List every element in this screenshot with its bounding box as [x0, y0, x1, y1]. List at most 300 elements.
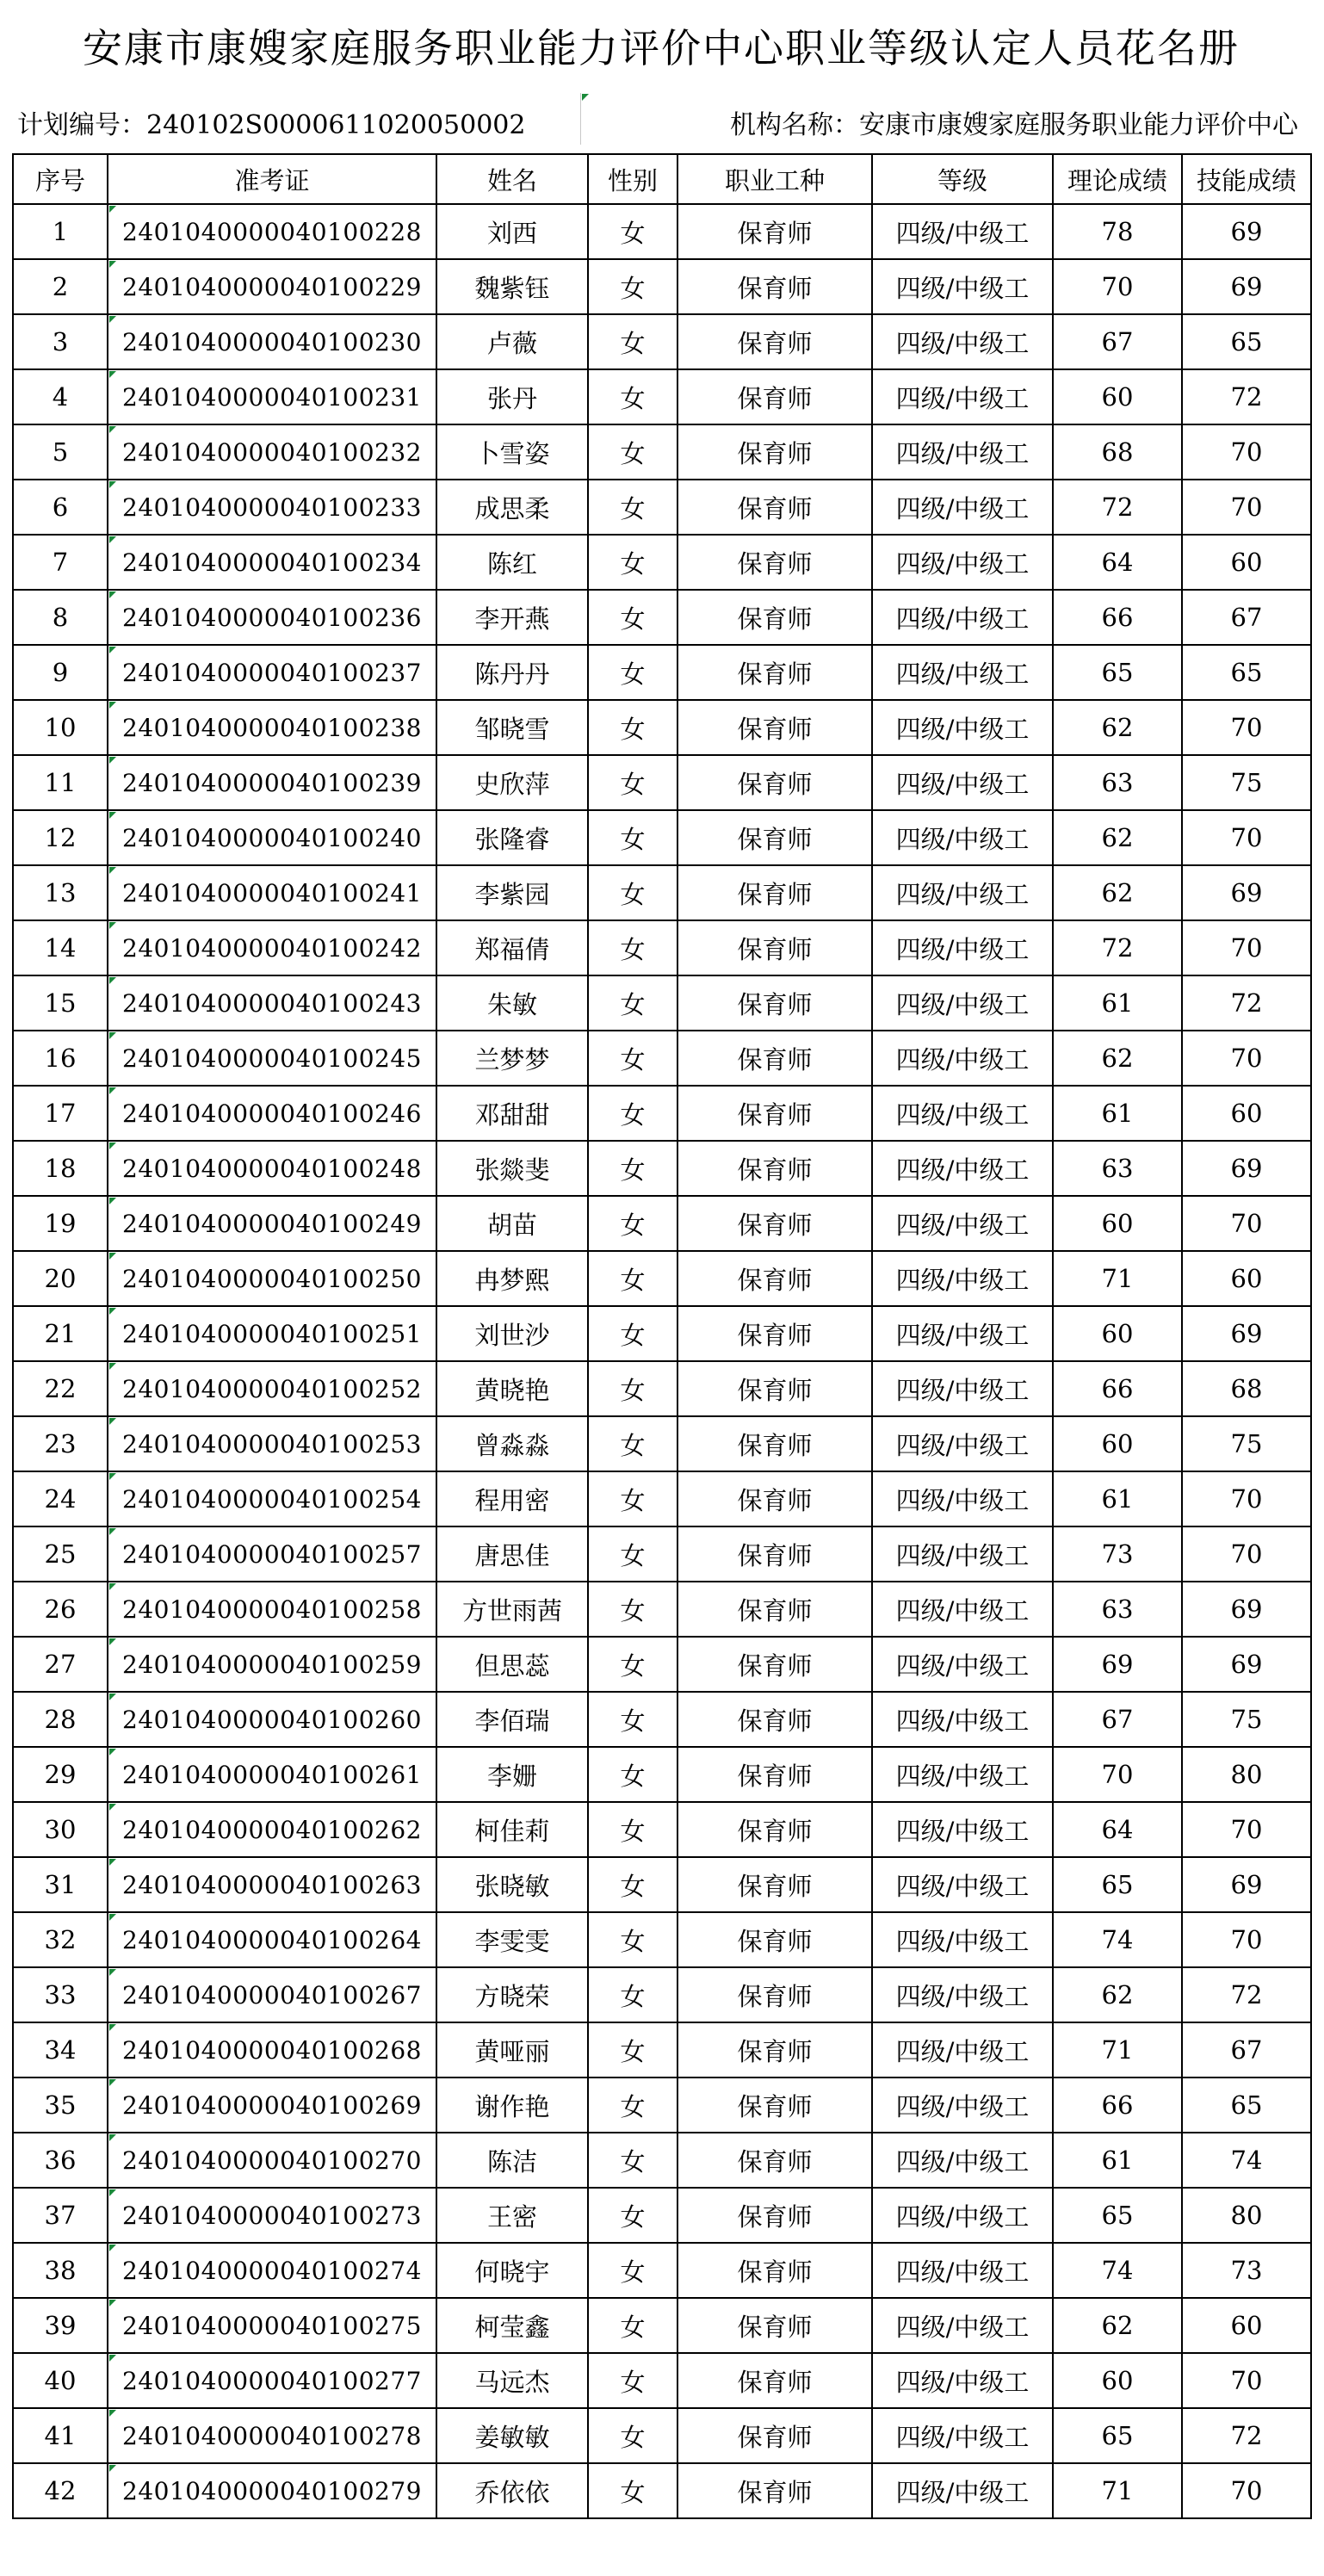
cell-gender: 女: [588, 1086, 677, 1141]
cell-name: 乔依依: [436, 2463, 588, 2518]
table-row: [13, 1251, 1311, 1306]
cell-index: 10: [13, 700, 108, 755]
cell-level: 四级/中级工: [872, 1306, 1053, 1361]
cell-skill-score: 73: [1182, 2243, 1311, 2298]
cell-gender: 女: [588, 1967, 677, 2022]
cell-index: 33: [13, 1967, 108, 2022]
organization-value: 安康市康嫂家庭服务职业能力评价中心: [859, 110, 1298, 140]
cell-name: 何晓宇: [436, 2243, 588, 2298]
table-row: [13, 865, 1311, 920]
cell-gender: 女: [588, 975, 677, 1031]
cell-level: 四级/中级工: [872, 1471, 1053, 1526]
cell-gender: 女: [588, 810, 677, 865]
cell-ticket-number: 2401040000040100238: [108, 700, 436, 755]
cell-level: 四级/中级工: [872, 1031, 1053, 1086]
cell-name: 陈丹丹: [436, 645, 588, 700]
cell-skill-score: 72: [1182, 2408, 1311, 2463]
cell-level: 四级/中级工: [872, 810, 1053, 865]
cell-skill-score: 72: [1182, 1967, 1311, 2022]
cell-theory-score: 65: [1053, 645, 1182, 700]
table-row: [13, 1471, 1311, 1526]
cell-gender: 女: [588, 535, 677, 590]
cell-theory-score: 72: [1053, 920, 1182, 975]
cell-index: 7: [13, 535, 108, 590]
cell-skill-score: 69: [1182, 1306, 1311, 1361]
cell-theory-score: 66: [1053, 1361, 1182, 1416]
cell-skill-score: 72: [1182, 975, 1311, 1031]
cell-name: 黄晓艳: [436, 1361, 588, 1416]
cell-skill-score: 67: [1182, 590, 1311, 645]
cell-skill-score: 70: [1182, 1196, 1311, 1251]
table-row: [13, 1747, 1311, 1802]
cell-skill-score: 70: [1182, 700, 1311, 755]
cell-ticket-number: 2401040000040100231: [108, 369, 436, 424]
cell-theory-score: 60: [1053, 1416, 1182, 1471]
cell-name: 方世雨茜: [436, 1582, 588, 1637]
cell-level: 四级/中级工: [872, 2408, 1053, 2463]
cell-name: 王密: [436, 2188, 588, 2243]
cell-comment-marker: [582, 94, 589, 101]
cell-level: 四级/中级工: [872, 755, 1053, 810]
cell-ticket-number: 2401040000040100241: [108, 865, 436, 920]
cell-level: 四级/中级工: [872, 2298, 1053, 2353]
table-row: [13, 1526, 1311, 1582]
cell-occupation: 保育师: [677, 1912, 872, 1967]
cell-gender: 女: [588, 1637, 677, 1692]
cell-theory-score: 72: [1053, 480, 1182, 535]
cell-occupation: 保育师: [677, 1196, 872, 1251]
table-row: [13, 1857, 1311, 1912]
roster-body: [13, 204, 1311, 2518]
cell-name: 程用密: [436, 1471, 588, 1526]
table-row: [13, 2243, 1311, 2298]
cell-level: 四级/中级工: [872, 2353, 1053, 2408]
cell-ticket-number: 2401040000040100252: [108, 1361, 436, 1416]
cell-name: 马远杰: [436, 2353, 588, 2408]
column-header-name: 姓名: [436, 154, 588, 204]
cell-index: 4: [13, 369, 108, 424]
cell-theory-score: 67: [1053, 314, 1182, 369]
cell-ticket-number: 2401040000040100237: [108, 645, 436, 700]
cell-theory-score: 67: [1053, 1692, 1182, 1747]
cell-skill-score: 60: [1182, 2298, 1311, 2353]
cell-skill-score: 69: [1182, 259, 1311, 314]
cell-occupation: 保育师: [677, 1802, 872, 1857]
cell-name: 邓甜甜: [436, 1086, 588, 1141]
cell-index: 38: [13, 2243, 108, 2298]
table-row: [13, 1196, 1311, 1251]
cell-occupation: 保育师: [677, 2133, 872, 2188]
plan-number: [17, 103, 525, 141]
cell-theory-score: 63: [1053, 755, 1182, 810]
cell-name: 黄哑丽: [436, 2022, 588, 2078]
cell-ticket-number: 2401040000040100245: [108, 1031, 436, 1086]
cell-occupation: 保育师: [677, 1967, 872, 2022]
cell-skill-score: 69: [1182, 865, 1311, 920]
table-row: [13, 1086, 1311, 1141]
cell-theory-score: 65: [1053, 2188, 1182, 2243]
cell-gender: 女: [588, 1692, 677, 1747]
cell-skill-score: 70: [1182, 1031, 1311, 1086]
cell-index: 26: [13, 1582, 108, 1637]
table-row: [13, 975, 1311, 1031]
cell-theory-score: 74: [1053, 1912, 1182, 1967]
cell-name: 柯莹鑫: [436, 2298, 588, 2353]
cell-index: 12: [13, 810, 108, 865]
cell-level: 四级/中级工: [872, 2243, 1053, 2298]
table-row: [13, 1141, 1311, 1196]
cell-ticket-number: 2401040000040100275: [108, 2298, 436, 2353]
table-row: [13, 1306, 1311, 1361]
cell-theory-score: 61: [1053, 1086, 1182, 1141]
table-row: [13, 1802, 1311, 1857]
cell-skill-score: 60: [1182, 1086, 1311, 1141]
cell-gender: 女: [588, 259, 677, 314]
cell-ticket-number: 2401040000040100257: [108, 1526, 436, 1582]
cell-skill-score: 70: [1182, 424, 1311, 480]
cell-theory-score: 68: [1053, 424, 1182, 480]
cell-occupation: 保育师: [677, 865, 872, 920]
cell-index: 30: [13, 1802, 108, 1857]
cell-index: 40: [13, 2353, 108, 2408]
cell-index: 1: [13, 204, 108, 259]
cell-skill-score: 70: [1182, 1802, 1311, 1857]
cell-name: 李雯雯: [436, 1912, 588, 1967]
cell-ticket-number: 2401040000040100249: [108, 1196, 436, 1251]
cell-gender: 女: [588, 1582, 677, 1637]
cell-index: 18: [13, 1141, 108, 1196]
cell-theory-score: 70: [1053, 259, 1182, 314]
cell-level: 四级/中级工: [872, 480, 1053, 535]
cell-name: 曾淼淼: [436, 1416, 588, 1471]
cell-skill-score: 69: [1182, 1637, 1311, 1692]
cell-name: 李紫园: [436, 865, 588, 920]
table-row: [13, 920, 1311, 975]
column-header-theory-score: 理论成绩: [1053, 154, 1182, 204]
column-header-level: 等级: [872, 154, 1053, 204]
cell-index: 36: [13, 2133, 108, 2188]
cell-occupation: 保育师: [677, 1637, 872, 1692]
cell-skill-score: 70: [1182, 920, 1311, 975]
cell-theory-score: 63: [1053, 1582, 1182, 1637]
cell-level: 四级/中级工: [872, 1086, 1053, 1141]
cell-index: 20: [13, 1251, 108, 1306]
cell-level: 四级/中级工: [872, 700, 1053, 755]
cell-ticket-number: 2401040000040100269: [108, 2078, 436, 2133]
cell-occupation: 保育师: [677, 1416, 872, 1471]
cell-ticket-number: 2401040000040100239: [108, 755, 436, 810]
cell-level: 四级/中级工: [872, 1747, 1053, 1802]
cell-name: 但思蕊: [436, 1637, 588, 1692]
cell-level: 四级/中级工: [872, 204, 1053, 259]
cell-occupation: 保育师: [677, 2408, 872, 2463]
cell-gender: 女: [588, 700, 677, 755]
cell-gender: 女: [588, 1031, 677, 1086]
cell-occupation: 保育师: [677, 2022, 872, 2078]
cell-level: 四级/中级工: [872, 1912, 1053, 1967]
cell-level: 四级/中级工: [872, 2463, 1053, 2518]
cell-occupation: 保育师: [677, 2298, 872, 2353]
table-row: [13, 1967, 1311, 2022]
column-header-index: 序号: [13, 154, 108, 204]
cell-ticket-number: 2401040000040100268: [108, 2022, 436, 2078]
cell-occupation: 保育师: [677, 314, 872, 369]
cell-occupation: 保育师: [677, 1086, 872, 1141]
cell-theory-score: 78: [1053, 204, 1182, 259]
table-header-row: [13, 154, 1311, 204]
cell-index: 42: [13, 2463, 108, 2518]
cell-gender: 女: [588, 2298, 677, 2353]
cell-gender: 女: [588, 314, 677, 369]
cell-theory-score: 70: [1053, 1747, 1182, 1802]
cell-skill-score: 74: [1182, 2133, 1311, 2188]
table-row: [13, 700, 1311, 755]
cell-theory-score: 62: [1053, 1967, 1182, 2022]
cell-level: 四级/中级工: [872, 865, 1053, 920]
cell-theory-score: 74: [1053, 2243, 1182, 2298]
cell-ticket-number: 2401040000040100240: [108, 810, 436, 865]
cell-skill-score: 70: [1182, 1471, 1311, 1526]
cell-name: 朱敏: [436, 975, 588, 1031]
cell-name: 陈洁: [436, 2133, 588, 2188]
table-row: [13, 259, 1311, 314]
cell-index: 31: [13, 1857, 108, 1912]
cell-gender: 女: [588, 1912, 677, 1967]
page-title: 安康市康嫂家庭服务职业能力评价中心职业等级认定人员花名册: [83, 25, 1240, 71]
cell-skill-score: 65: [1182, 645, 1311, 700]
cell-occupation: 保育师: [677, 1471, 872, 1526]
cell-skill-score: 70: [1182, 1912, 1311, 1967]
cell-skill-score: 69: [1182, 1857, 1311, 1912]
cell-name: 卢薇: [436, 314, 588, 369]
table-row: [13, 535, 1311, 590]
cell-skill-score: 69: [1182, 1141, 1311, 1196]
cell-theory-score: 62: [1053, 810, 1182, 865]
cell-ticket-number: 2401040000040100234: [108, 535, 436, 590]
cell-name: 兰梦梦: [436, 1031, 588, 1086]
plan-number-label: 计划编号：: [17, 110, 146, 140]
cell-index: 22: [13, 1361, 108, 1416]
cell-name: 史欣萍: [436, 755, 588, 810]
cell-gender: 女: [588, 2133, 677, 2188]
cell-level: 四级/中级工: [872, 1857, 1053, 1912]
cell-occupation: 保育师: [677, 590, 872, 645]
cell-name: 张丹: [436, 369, 588, 424]
cell-skill-score: 65: [1182, 314, 1311, 369]
cell-ticket-number: 2401040000040100253: [108, 1416, 436, 1471]
cell-occupation: 保育师: [677, 1031, 872, 1086]
cell-occupation: 保育师: [677, 204, 872, 259]
table-row: [13, 755, 1311, 810]
table-row: [13, 1637, 1311, 1692]
cell-index: 16: [13, 1031, 108, 1086]
cell-occupation: 保育师: [677, 2243, 872, 2298]
cell-occupation: 保育师: [677, 1251, 872, 1306]
cell-occupation: 保育师: [677, 2188, 872, 2243]
cell-level: 四级/中级工: [872, 424, 1053, 480]
cell-theory-score: 73: [1053, 1526, 1182, 1582]
cell-skill-score: 69: [1182, 204, 1311, 259]
cell-occupation: 保育师: [677, 2078, 872, 2133]
cell-name: 姜敏敏: [436, 2408, 588, 2463]
cell-occupation: 保育师: [677, 700, 872, 755]
table-row: [13, 2298, 1311, 2353]
cell-ticket-number: 2401040000040100258: [108, 1582, 436, 1637]
table-row: [13, 810, 1311, 865]
cell-gender: 女: [588, 645, 677, 700]
cell-occupation: 保育师: [677, 1857, 872, 1912]
cell-name: 冉梦熙: [436, 1251, 588, 1306]
cell-theory-score: 63: [1053, 1141, 1182, 1196]
cell-ticket-number: 2401040000040100264: [108, 1912, 436, 1967]
cell-index: 15: [13, 975, 108, 1031]
cell-gender: 女: [588, 1747, 677, 1802]
cell-name: 邹晓雪: [436, 700, 588, 755]
table-row: [13, 2408, 1311, 2463]
cell-gender: 女: [588, 2243, 677, 2298]
column-header-ticket: 准考证: [108, 154, 436, 204]
cell-index: 9: [13, 645, 108, 700]
cell-name: 唐思佳: [436, 1526, 588, 1582]
table-row: [13, 2353, 1311, 2408]
cell-theory-score: 71: [1053, 2463, 1182, 2518]
cell-theory-score: 60: [1053, 1306, 1182, 1361]
cell-skill-score: 70: [1182, 810, 1311, 865]
cell-level: 四级/中级工: [872, 1251, 1053, 1306]
cell-index: 5: [13, 424, 108, 480]
cell-theory-score: 62: [1053, 865, 1182, 920]
cell-skill-score: 70: [1182, 2353, 1311, 2408]
cell-gender: 女: [588, 1306, 677, 1361]
cell-name: 张隆睿: [436, 810, 588, 865]
cell-ticket-number: 2401040000040100278: [108, 2408, 436, 2463]
cell-level: 四级/中级工: [872, 2188, 1053, 2243]
table-row: [13, 1416, 1311, 1471]
cell-level: 四级/中级工: [872, 314, 1053, 369]
cell-level: 四级/中级工: [872, 1526, 1053, 1582]
table-row: [13, 314, 1311, 369]
cell-level: 四级/中级工: [872, 369, 1053, 424]
cell-theory-score: 61: [1053, 2133, 1182, 2188]
cell-level: 四级/中级工: [872, 1141, 1053, 1196]
cell-index: 34: [13, 2022, 108, 2078]
cell-occupation: 保育师: [677, 480, 872, 535]
cell-gender: 女: [588, 1526, 677, 1582]
cell-theory-score: 60: [1053, 1196, 1182, 1251]
cell-index: 13: [13, 865, 108, 920]
cell-level: 四级/中级工: [872, 975, 1053, 1031]
cell-skill-score: 72: [1182, 369, 1311, 424]
cell-occupation: 保育师: [677, 2463, 872, 2518]
cell-gender: 女: [588, 424, 677, 480]
cell-level: 四级/中级工: [872, 1361, 1053, 1416]
table-row: [13, 1912, 1311, 1967]
cell-skill-score: 80: [1182, 1747, 1311, 1802]
cell-name: 卜雪姿: [436, 424, 588, 480]
cell-ticket-number: 2401040000040100279: [108, 2463, 436, 2518]
cell-gender: 女: [588, 2188, 677, 2243]
cell-theory-score: 64: [1053, 1802, 1182, 1857]
cell-level: 四级/中级工: [872, 590, 1053, 645]
cell-name: 郑福倩: [436, 920, 588, 975]
cell-index: 23: [13, 1416, 108, 1471]
column-header-skill-score: 技能成绩: [1182, 154, 1311, 204]
cell-index: 39: [13, 2298, 108, 2353]
cell-occupation: 保育师: [677, 424, 872, 480]
cell-gender: 女: [588, 1361, 677, 1416]
cell-ticket-number: 2401040000040100242: [108, 920, 436, 975]
cell-gender: 女: [588, 2022, 677, 2078]
cell-ticket-number: 2401040000040100274: [108, 2243, 436, 2298]
cell-skill-score: 70: [1182, 2463, 1311, 2518]
table-row: [13, 645, 1311, 700]
cell-ticket-number: 2401040000040100232: [108, 424, 436, 480]
plan-number-value: 240102S0000611020050002: [146, 110, 526, 140]
cell-name: 刘西: [436, 204, 588, 259]
table-row: [13, 424, 1311, 480]
cell-level: 四级/中级工: [872, 259, 1053, 314]
cell-theory-score: 60: [1053, 369, 1182, 424]
cell-name: 李姗: [436, 1747, 588, 1802]
cell-name: 陈红: [436, 535, 588, 590]
cell-ticket-number: 2401040000040100250: [108, 1251, 436, 1306]
table-row: [13, 1031, 1311, 1086]
cell-index: 6: [13, 480, 108, 535]
cell-ticket-number: 2401040000040100228: [108, 204, 436, 259]
cell-index: 25: [13, 1526, 108, 1582]
column-header-occupation: 职业工种: [677, 154, 872, 204]
cell-skill-score: 75: [1182, 1692, 1311, 1747]
cell-ticket-number: 2401040000040100259: [108, 1637, 436, 1692]
cell-level: 四级/中级工: [872, 920, 1053, 975]
cell-skill-score: 60: [1182, 1251, 1311, 1306]
cell-ticket-number: 2401040000040100267: [108, 1967, 436, 2022]
cell-name: 张燚斐: [436, 1141, 588, 1196]
cell-gender: 女: [588, 590, 677, 645]
cell-ticket-number: 2401040000040100233: [108, 480, 436, 535]
cell-index: 3: [13, 314, 108, 369]
cell-name: 胡苗: [436, 1196, 588, 1251]
cell-level: 四级/中级工: [872, 1692, 1053, 1747]
cell-occupation: 保育师: [677, 259, 872, 314]
cell-gender: 女: [588, 2408, 677, 2463]
table-row: [13, 2463, 1311, 2518]
cell-ticket-number: 2401040000040100270: [108, 2133, 436, 2188]
cell-index: 32: [13, 1912, 108, 1967]
cell-ticket-number: 2401040000040100251: [108, 1306, 436, 1361]
cell-name: 柯佳莉: [436, 1802, 588, 1857]
cell-gender: 女: [588, 480, 677, 535]
cell-theory-score: 66: [1053, 590, 1182, 645]
cell-skill-score: 60: [1182, 535, 1311, 590]
cell-index: 19: [13, 1196, 108, 1251]
table-row: [13, 2078, 1311, 2133]
cell-ticket-number: 2401040000040100230: [108, 314, 436, 369]
meta-divider: [580, 93, 581, 145]
cell-theory-score: 71: [1053, 1251, 1182, 1306]
cell-theory-score: 65: [1053, 2408, 1182, 2463]
cell-gender: 女: [588, 1471, 677, 1526]
cell-occupation: 保育师: [677, 920, 872, 975]
organization-label: 机构名称：: [730, 110, 859, 140]
cell-skill-score: 80: [1182, 2188, 1311, 2243]
cell-skill-score: 67: [1182, 2022, 1311, 2078]
cell-skill-score: 75: [1182, 755, 1311, 810]
cell-level: 四级/中级工: [872, 1802, 1053, 1857]
cell-theory-score: 69: [1053, 1637, 1182, 1692]
cell-gender: 女: [588, 1141, 677, 1196]
cell-level: 四级/中级工: [872, 2078, 1053, 2133]
